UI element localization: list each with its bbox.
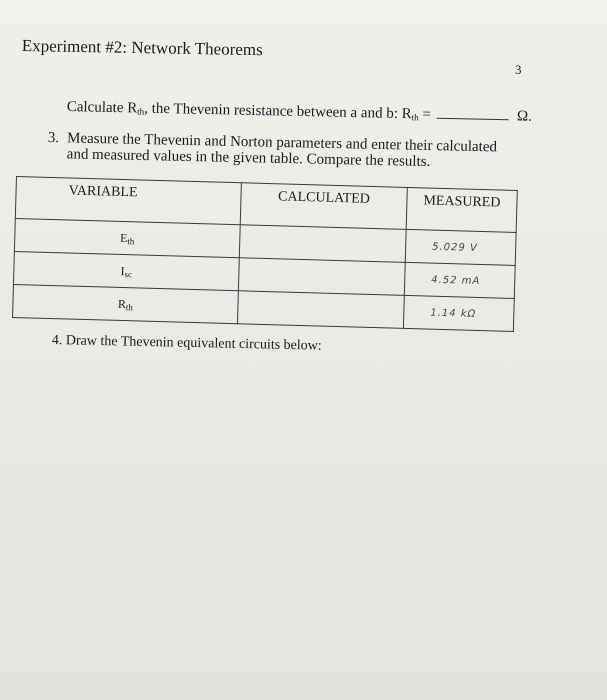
calc-unit: Ω. bbox=[516, 108, 532, 125]
calc-sub: th bbox=[137, 106, 145, 117]
variable-cell bbox=[13, 284, 239, 323]
item-4 bbox=[52, 333, 322, 355]
variable-symbol: R bbox=[117, 296, 127, 311]
measured-cell[interactable]: 4.52 mA bbox=[404, 262, 515, 298]
measured-cell[interactable]: 1.14 kΩ bbox=[403, 295, 514, 331]
calculated-cell[interactable] bbox=[239, 225, 406, 263]
calc-equals: = bbox=[418, 106, 432, 123]
page-header-title: Experiment #2: Network Theorems bbox=[21, 36, 263, 60]
variable-symbol: E bbox=[119, 230, 128, 245]
item-4-number: 4. bbox=[51, 333, 63, 349]
item-3 bbox=[47, 130, 497, 171]
variable-symbol: I bbox=[120, 263, 125, 278]
item-4-text: Draw the Thevenin equivalent circuits below: bbox=[65, 333, 322, 354]
header-measured: MEASURED bbox=[406, 187, 517, 232]
calculated-cell[interactable] bbox=[237, 291, 404, 329]
variable-subscript: th bbox=[127, 235, 135, 246]
header-variable: VARIABLE bbox=[15, 177, 241, 225]
calc-rth-line bbox=[67, 98, 532, 126]
calc-middle: , the Thevenin resistance between a and b: R bbox=[144, 100, 412, 123]
calculated-cell[interactable] bbox=[238, 258, 405, 296]
rth-answer-blank[interactable] bbox=[437, 106, 509, 121]
calc-prefix: Calculate R bbox=[66, 98, 138, 117]
calc-sub2: th bbox=[411, 112, 419, 123]
variable-subscript: sc bbox=[124, 268, 133, 279]
results-table bbox=[12, 176, 518, 332]
page-number: 3 bbox=[515, 62, 522, 77]
measured-cell[interactable]: 5.029 V bbox=[405, 229, 516, 265]
header-calculated: CALCULATED bbox=[240, 183, 407, 230]
item-3-text: Measure the Thevenin and Norton parameters and enter their calculated and measured values in the given table. Compare the results. bbox=[66, 130, 498, 171]
item-3-number: 3. bbox=[47, 130, 60, 147]
variable-subscript: th bbox=[125, 301, 134, 312]
